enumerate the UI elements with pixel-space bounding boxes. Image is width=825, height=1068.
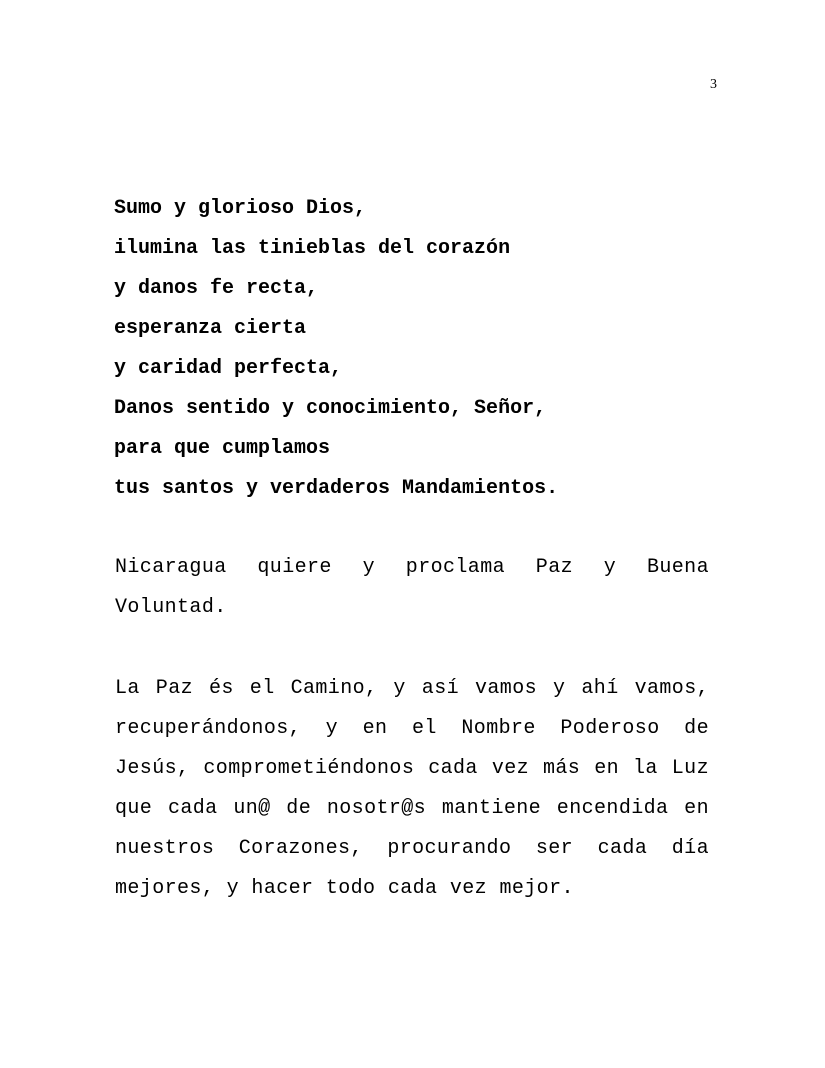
prayer-line: ilumina las tinieblas del corazón <box>114 237 511 260</box>
paragraph-nicaragua: Nicaragua quiere y proclama Paz y Buena Voluntad. <box>115 556 709 619</box>
paragraph-paz: La Paz és el Camino, y así vamos y ahí vamos, recuperándonos, y en el Nombre Poderoso de Jesús, comprometiéndonos cada vez más en la Luz que cada un@ de nosotr@s mantiene encendida en nuestros Corazones, procurando ser cada día mejores, y hacer todo cada vez mejor. <box>115 677 709 900</box>
prayer-line: y caridad perfecta, <box>114 357 343 380</box>
prayer-line: Danos sentido y conocimiento, Señor, <box>114 397 547 420</box>
prayer-line: para que cumplamos <box>114 437 331 460</box>
prayer-line: tus santos y verdaderos Mandamientos. <box>114 477 559 500</box>
prayer-line: y danos fe recta, <box>114 277 319 300</box>
prayer-line: esperanza cierta <box>114 317 307 340</box>
prayer-block <box>114 189 558 509</box>
prayer-line: Sumo y glorioso Dios, <box>114 197 367 220</box>
page-number: 3 <box>710 77 717 92</box>
